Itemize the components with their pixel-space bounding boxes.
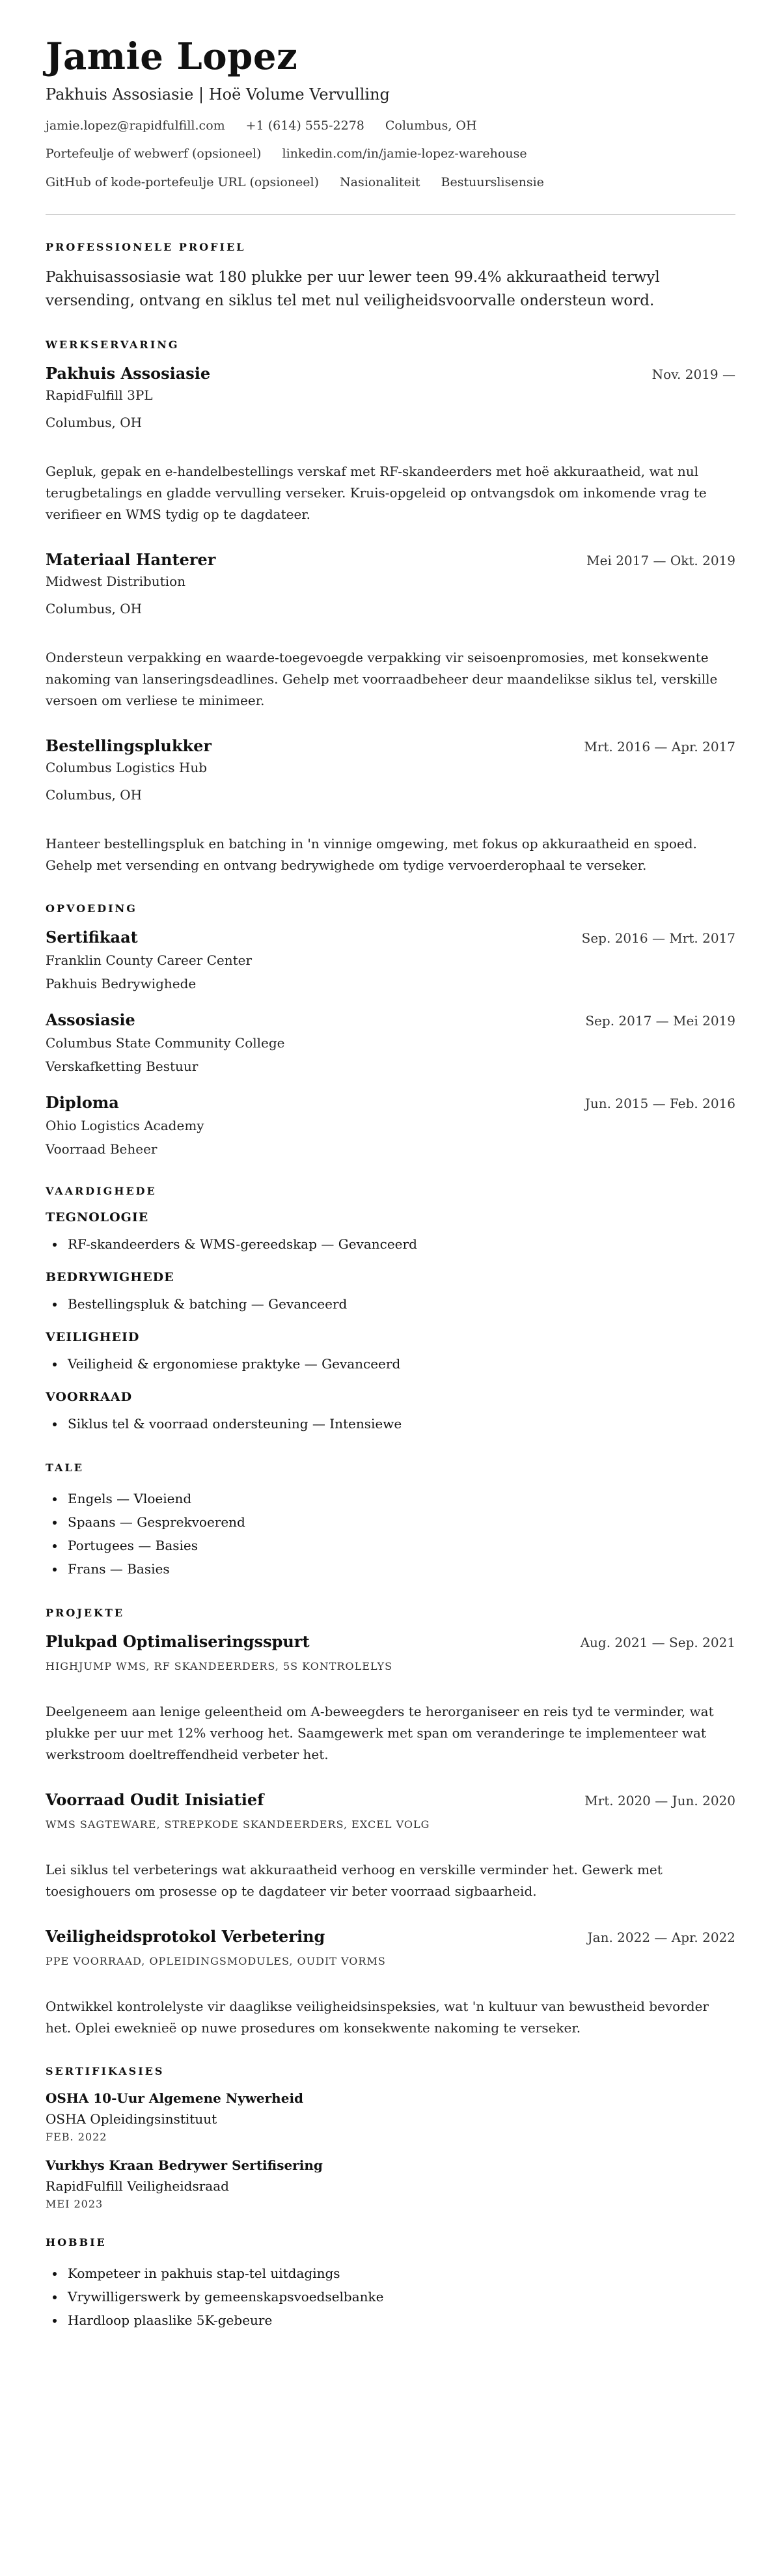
skill-group [46,1210,735,1256]
education-date: Sep. 2017 — Mei 2019 [585,1013,735,1029]
job-date: Mei 2017 — Okt. 2019 [586,553,735,569]
skill-category: TEGNOLOGIE [46,1210,149,1225]
certification-name: OSHA 10-Uur Algemene Nywerheid [46,2090,304,2107]
profile-summary: Pakhuisassosiasie wat 180 plukke per uur lewer teen 99.4% akkuraatheid terwyl versending, ontvang en siklus tel met nul veiligheidsvoorvalle ondersteun word. [46,269,660,309]
project-date: Aug. 2021 — Sep. 2021 [580,1635,735,1651]
languages-section [46,1461,735,1581]
contact-location: Columbus, OH [385,118,477,133]
experience-entry [46,364,735,525]
project-date: Jan. 2022 — Apr. 2022 [587,1930,735,1946]
hobbies-section [46,2236,735,2332]
education-date: Sep. 2016 — Mrt. 2017 [581,930,735,947]
education-section [46,902,735,1159]
language-item: • Portugees — Basies [65,1534,735,1557]
header-divider [46,214,735,215]
project-description: Ontwikkel kontrolelyste vir daaglikse veiligheidsinspeksies, wat 'n kultuur van bewustheid bevorder het. Oplei eweknieë op nuwe prosedures om konsekwente nakoming te verseker. [46,1999,709,2036]
section-title: PROJEKTE [46,1607,125,1620]
language-list [46,1487,735,1581]
skill-group [46,1390,735,1435]
education-date: Jun. 2015 — Feb. 2016 [584,1096,735,1112]
skill-category: VOORRAAD [46,1390,133,1405]
skill-list [46,1412,735,1435]
degree-title: Diploma [46,1093,119,1113]
certification-entry [46,2090,735,2143]
section-title: TALE [46,1461,84,1475]
project-name: Voorraad Oudit Inisiatief [46,1790,264,1810]
skill-group [46,1270,735,1316]
job-location: Columbus, OH [46,787,143,803]
profile-section [46,241,735,312]
job-company: RapidFulfill 3PL [46,387,153,404]
contact-github: GitHub of kode-portefeulje URL (opsioneel) [46,174,319,189]
education-entry [46,1093,735,1159]
degree-title: Sertifikaat [46,928,138,947]
project-tech: PPE VOORRAAD, OPLEIDINGSMODULES, OUDIT VORMS [46,1955,386,1968]
job-title: Pakhuis Assosiasie [46,364,211,383]
study-field: Voorraad Beheer [46,1141,158,1157]
certification-date: MEI 2023 [46,2198,103,2211]
skill-item: • Veiligheid & ergonomiese praktyke — Gevanceerd [65,1352,735,1376]
skills-section [46,1185,735,1435]
candidate-name: Jamie Lopez [46,35,298,78]
contact-row-2 [46,145,735,163]
job-company: Columbus Logistics Hub [46,760,208,776]
hobby-item: • Hardloop plaaslike 5K-gebeure [65,2308,735,2332]
job-location: Columbus, OH [46,415,143,431]
project-description: Deelgeneem aan lenige geleentheid om A-beweegders te herorganiseer en reis tyd te verminder, wat plukke per uur met 12% verhoog het. Saamgewerk met span om veranderinge te implementeer wat werkstroom doeltreffendheid verbeter het. [46,1704,714,1763]
project-tech: WMS SAGTEWARE, STREPKODE SKANDEERDERS, EXCEL VOLG [46,1818,430,1831]
study-field: Verskafketting Bestuur [46,1059,199,1075]
skill-category: VEILIGHEID [46,1330,140,1345]
project-description: Lei siklus tel verbeterings wat akkuraatheid verhoog en verskille verminder het. Gewerk met toesighouers om prosesse op te dagdateer vir beter voorraad sigbaarheid. [46,1862,663,1900]
certifications-section [46,2065,735,2210]
job-company: Midwest Distribution [46,574,186,590]
language-item: • Engels — Vloeiend [65,1487,735,1510]
contact-portfolio: Portefeulje of webwerf (opsioneel) [46,146,262,161]
school-name: Columbus State Community College [46,1035,285,1051]
hobby-item: • Kompeteer in pakhuis stap-tel uitdagings [65,2262,735,2285]
experience-entry [46,736,735,876]
projects-section [46,1607,735,2039]
experience-section [46,339,735,876]
job-date: Mrt. 2016 — Apr. 2017 [584,739,735,755]
skill-item: • Bestellingspluk & batching — Gevanceerd [65,1292,735,1316]
section-title: HOBBIE [46,2236,107,2249]
project-tech: HIGHJUMP WMS, RF SKANDEERDERS, 5S KONTROLELYS [46,1660,393,1673]
certification-name: Vurkhys Kraan Bedrywer Sertifisering [46,2157,323,2174]
skill-group [46,1330,735,1376]
contact-nationality: Nasionaliteit [340,174,420,189]
project-entry [46,1927,735,2039]
hobby-item: • Vrywilligerswerk by gemeenskapsvoedselbanke [65,2285,735,2308]
project-name: Veiligheidsprotokol Verbetering [46,1927,325,1946]
language-item: • Frans — Basies [65,1557,735,1581]
contact-row-3 [46,173,735,192]
project-entry [46,1632,735,1766]
resume-header [46,35,735,192]
job-description: Gepluk, gepak en e-handelbestellings verskaf met RF-skandeerders met hoë akkuraatheid, wat nul terugbetalings en gladde vervulling verseker. Kruis-opgeleid op ontvangsdok om inkomende vrag te verifieer en WMS tydig op te dagdateer. [46,464,707,523]
contact-drivers-license: Bestuurslisensie [441,174,544,189]
certification-issuer: OSHA Opleidingsinstituut [46,2111,217,2127]
skill-list [46,1232,735,1256]
section-title: VAARDIGHEDE [46,1185,157,1198]
project-date: Mrt. 2020 — Jun. 2020 [584,1793,735,1809]
certification-date: FEB. 2022 [46,2131,107,2144]
hobby-list [46,2262,735,2332]
contact-row-1 [46,117,735,135]
candidate-headline: Pakhuis Assosiasie | Hoë Volume Vervulling [46,85,390,104]
project-name: Plukpad Optimaliseringsspurt [46,1632,310,1652]
section-title: WERKSERVARING [46,339,180,352]
language-item: • Spaans — Gesprekvoerend [65,1510,735,1534]
job-description: Hanteer bestellingspluk en batching in 'n vinnige omgewing, met fokus op akkuraatheid en spoed. Gehelp met versending en ontvang bedrywighede om tydige vervoerderophaal te verseker. [46,836,697,874]
job-title: Bestellingsplukker [46,736,212,756]
section-title: PROFESSIONELE PROFIEL [46,241,246,254]
job-title: Materiaal Hanterer [46,550,216,570]
job-location: Columbus, OH [46,601,143,617]
study-field: Pakhuis Bedrywighede [46,976,197,992]
skill-list [46,1352,735,1376]
skill-item: • Siklus tel & voorraad ondersteuning — Intensiewe [65,1412,735,1435]
degree-title: Assosiasie [46,1010,135,1030]
certification-entry [46,2157,735,2210]
education-entry [46,928,735,993]
education-entry [46,1010,735,1076]
certification-issuer: RapidFulfill Veiligheidsraad [46,2178,229,2195]
contact-phone: +1 (614) 555-2278 [245,118,364,133]
project-entry [46,1790,735,1902]
contact-linkedin: linkedin.com/in/jamie-lopez-warehouse [282,146,527,161]
section-title: OPVOEDING [46,902,137,915]
school-name: Ohio Logistics Academy [46,1118,204,1134]
school-name: Franklin County Career Center [46,952,253,969]
experience-entry [46,550,735,712]
skill-category: BEDRYWIGHEDE [46,1270,174,1285]
job-date: Nov. 2019 — [651,367,735,383]
skill-list [46,1292,735,1316]
job-description: Ondersteun verpakking en waarde-toegevoegde verpakking vir seisoenpromosies, met konsekwente nakoming van lanseringsdeadlines. Gehelp met voorraadbeheer deur maandelikse siklus tel, verskille versoen om verliese te minimeer. [46,650,718,709]
contact-email: jamie.lopez@rapidfulfill.com [46,118,225,133]
skill-item: • RF-skandeerders & WMS-gereedskap — Gevanceerd [65,1232,735,1256]
section-title: SERTIFIKASIES [46,2065,165,2078]
